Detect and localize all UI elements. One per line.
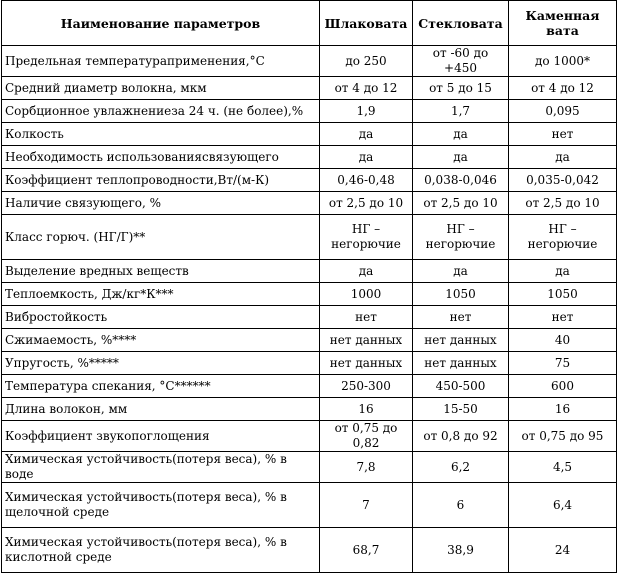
slag-wool-value: от 4 до 12 xyxy=(320,77,413,100)
slag-wool-value: 7,8 xyxy=(320,452,413,483)
param-name: Средний диаметр волокна, мкм xyxy=(2,77,320,100)
glass-wool-value: да xyxy=(413,146,509,169)
slag-wool-value: да xyxy=(320,260,413,283)
param-name: Необходимость использованиясвязующего xyxy=(2,146,320,169)
stone-wool-value: 16 xyxy=(509,398,617,421)
table-row xyxy=(2,483,617,528)
glass-wool-value: 1,7 xyxy=(413,100,509,123)
header-param: Наименование параметров xyxy=(2,1,320,46)
param-name: Химическая устойчивость(потеря веса), % в щелочной среде xyxy=(2,483,320,528)
slag-wool-value: нет данных xyxy=(320,329,413,352)
param-name: Колкость xyxy=(2,123,320,146)
param-name: Теплоемкость, Дж/кг*К*** xyxy=(2,283,320,306)
table-row xyxy=(2,146,617,169)
glass-wool-value: нет данных xyxy=(413,329,509,352)
table-row xyxy=(2,123,617,146)
slag-wool-value: от 2,5 до 10 xyxy=(320,192,413,215)
glass-wool-value: 15-50 xyxy=(413,398,509,421)
param-name: Выделение вредных веществ xyxy=(2,260,320,283)
param-name: Упругость, %***** xyxy=(2,352,320,375)
slag-wool-value: 7 xyxy=(320,483,413,528)
glass-wool-value: 38,9 xyxy=(413,528,509,573)
slag-wool-value: НГ – негорючие xyxy=(320,215,413,260)
stone-wool-value: 24 xyxy=(509,528,617,573)
glass-wool-value: 450-500 xyxy=(413,375,509,398)
param-name: Наличие связующего, % xyxy=(2,192,320,215)
stone-wool-value: от 4 до 12 xyxy=(509,77,617,100)
header-stone-wool: Каменная вата xyxy=(509,1,617,46)
stone-wool-value: 0,095 xyxy=(509,100,617,123)
param-name: Химическая устойчивость(потеря веса), % в кислотной среде xyxy=(2,528,320,573)
stone-wool-value: до 1000* xyxy=(509,46,617,77)
table-header-row xyxy=(2,1,617,46)
stone-wool-value: 6,4 xyxy=(509,483,617,528)
glass-wool-value: 6 xyxy=(413,483,509,528)
stone-wool-value: 600 xyxy=(509,375,617,398)
slag-wool-value: до 250 xyxy=(320,46,413,77)
table-row xyxy=(2,306,617,329)
param-name: Предельная температураприменения,°С xyxy=(2,46,320,77)
stone-wool-value: НГ – негорючие xyxy=(509,215,617,260)
table-row xyxy=(2,352,617,375)
stone-wool-value: 4,5 xyxy=(509,452,617,483)
param-name: Сорбционное увлажнениеза 24 ч. (не более),% xyxy=(2,100,320,123)
table-row xyxy=(2,100,617,123)
param-name: Химическая устойчивость(потеря веса), % в воде xyxy=(2,452,320,483)
stone-wool-value: 75 xyxy=(509,352,617,375)
glass-wool-value: 0,038-0,046 xyxy=(413,169,509,192)
slag-wool-value: да xyxy=(320,146,413,169)
param-name: Сжимаемость, %**** xyxy=(2,329,320,352)
slag-wool-value: нет данных xyxy=(320,352,413,375)
slag-wool-value: 1000 xyxy=(320,283,413,306)
slag-wool-value: от 0,75 до 0,82 xyxy=(320,421,413,452)
slag-wool-value: 250-300 xyxy=(320,375,413,398)
table-row xyxy=(2,528,617,573)
header-slag-wool: Шлаковата xyxy=(320,1,413,46)
table-row xyxy=(2,77,617,100)
glass-wool-value: от -60 до +450 xyxy=(413,46,509,77)
stone-wool-value: 0,035-0,042 xyxy=(509,169,617,192)
table-row xyxy=(2,215,617,260)
stone-wool-value: от 0,75 до 95 xyxy=(509,421,617,452)
stone-wool-value: 40 xyxy=(509,329,617,352)
slag-wool-value: 16 xyxy=(320,398,413,421)
glass-wool-value: от 5 до 15 xyxy=(413,77,509,100)
param-name: Температура спекания, °С****** xyxy=(2,375,320,398)
param-name: Длина волокон, мм xyxy=(2,398,320,421)
slag-wool-value: нет xyxy=(320,306,413,329)
slag-wool-value: 68,7 xyxy=(320,528,413,573)
stone-wool-value: от 2,5 до 10 xyxy=(509,192,617,215)
stone-wool-value: нет xyxy=(509,306,617,329)
insulation-comparison-table xyxy=(1,0,617,573)
glass-wool-value: 1050 xyxy=(413,283,509,306)
param-name: Коэффициент теплопроводности,Вт/(м-К) xyxy=(2,169,320,192)
table-row xyxy=(2,329,617,352)
table-row xyxy=(2,375,617,398)
param-name: Вибростойкость xyxy=(2,306,320,329)
stone-wool-value: да xyxy=(509,146,617,169)
glass-wool-value: от 2,5 до 10 xyxy=(413,192,509,215)
table-row xyxy=(2,283,617,306)
table-row xyxy=(2,421,617,452)
glass-wool-value: да xyxy=(413,260,509,283)
slag-wool-value: 1,9 xyxy=(320,100,413,123)
table-row xyxy=(2,398,617,421)
glass-wool-value: да xyxy=(413,123,509,146)
table-row xyxy=(2,169,617,192)
param-name: Коэффициент звукопоглощения xyxy=(2,421,320,452)
slag-wool-value: да xyxy=(320,123,413,146)
table-row xyxy=(2,46,617,77)
slag-wool-value: 0,46-0,48 xyxy=(320,169,413,192)
glass-wool-value: нет данных xyxy=(413,352,509,375)
stone-wool-value: нет xyxy=(509,123,617,146)
header-glass-wool: Стекловата xyxy=(413,1,509,46)
table-row xyxy=(2,452,617,483)
glass-wool-value: 6,2 xyxy=(413,452,509,483)
param-name: Класс горюч. (НГ/Г)** xyxy=(2,215,320,260)
table-row xyxy=(2,192,617,215)
table-row xyxy=(2,260,617,283)
stone-wool-value: да xyxy=(509,260,617,283)
glass-wool-value: нет xyxy=(413,306,509,329)
glass-wool-value: НГ – негорючие xyxy=(413,215,509,260)
stone-wool-value: 1050 xyxy=(509,283,617,306)
glass-wool-value: от 0,8 до 92 xyxy=(413,421,509,452)
